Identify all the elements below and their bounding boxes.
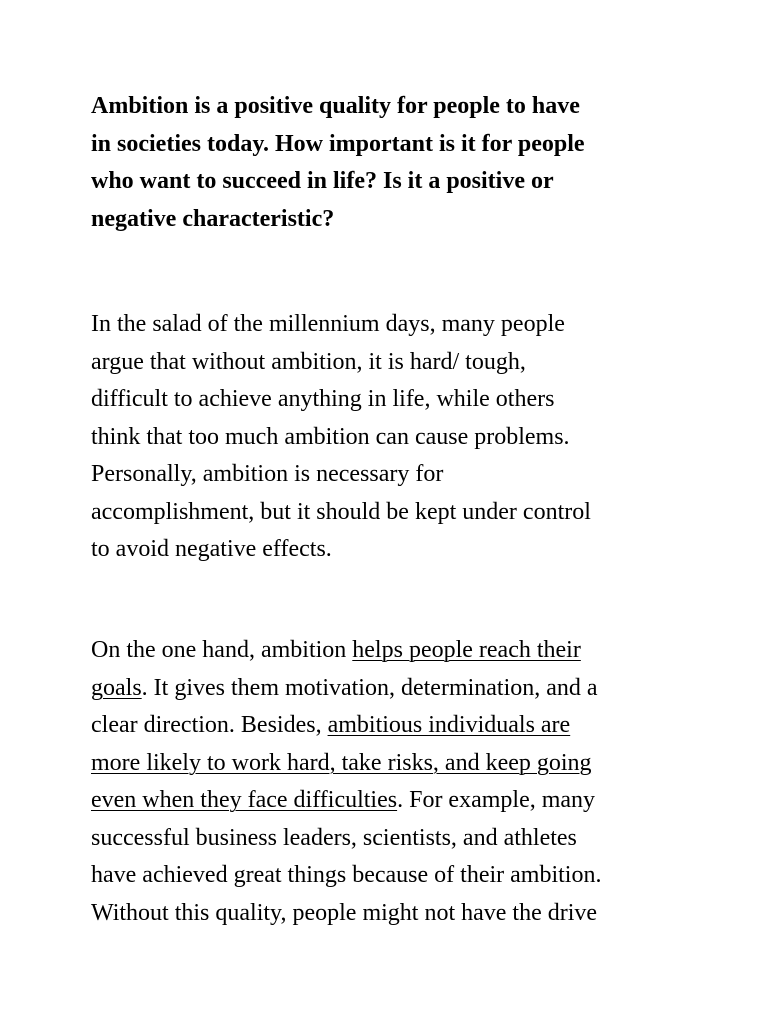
- paragraph-line: [91, 670, 601, 708]
- paragraph-line: have achieved great things because of their ambition.: [91, 862, 602, 888]
- text-run: . For example, many: [397, 787, 596, 813]
- text-run: . It gives them motivation, determination, and a: [141, 674, 598, 701]
- paragraph-line: think that too much ambition can cause problems.: [91, 423, 570, 450]
- paragraph-line: argue that without ambition, it is hard/ tough,: [91, 348, 526, 375]
- paragraph-line: difficult to achieve anything in life, while others: [91, 386, 555, 412]
- paragraph-line: to avoid negative effects.: [91, 536, 332, 562]
- paragraph-line: [91, 707, 601, 745]
- intro-paragraph: [91, 306, 591, 569]
- question-line: in societies today. How important is it for people: [91, 130, 585, 157]
- body-paragraph: [91, 632, 601, 932]
- paragraph-line: In the salad of the millennium days, many people: [91, 311, 565, 337]
- underlined-text: goals: [91, 674, 142, 701]
- paragraph-line: Without this quality, people might not have the drive: [91, 899, 598, 926]
- text-run: clear direction. Besides,: [91, 712, 328, 738]
- underlined-text: ambitious individuals are: [327, 712, 571, 738]
- question-line: negative characteristic?: [91, 205, 335, 232]
- question-line: who want to succeed in life? Is it a positive or: [91, 168, 554, 194]
- paragraph-line: Personally, ambition is necessary for: [91, 461, 444, 487]
- document-page: [91, 88, 691, 926]
- paragraph-line: accomplishment, but it should be kept under control: [91, 498, 591, 525]
- paragraph-line: [91, 782, 601, 820]
- paragraph-line: [91, 745, 601, 783]
- essay-question: [91, 88, 691, 238]
- question-line: Ambition is a positive quality for people to have: [91, 93, 580, 119]
- underlined-text: even when they face difficulties: [91, 787, 398, 813]
- underlined-text: more likely to work hard, take risks, and keep going: [91, 749, 592, 776]
- paragraph-line: successful business leaders, scientists, and athletes: [91, 824, 577, 851]
- paragraph-line: [91, 632, 601, 670]
- underlined-text: helps people reach their: [352, 637, 581, 663]
- text-run: On the one hand, ambition: [91, 637, 353, 663]
